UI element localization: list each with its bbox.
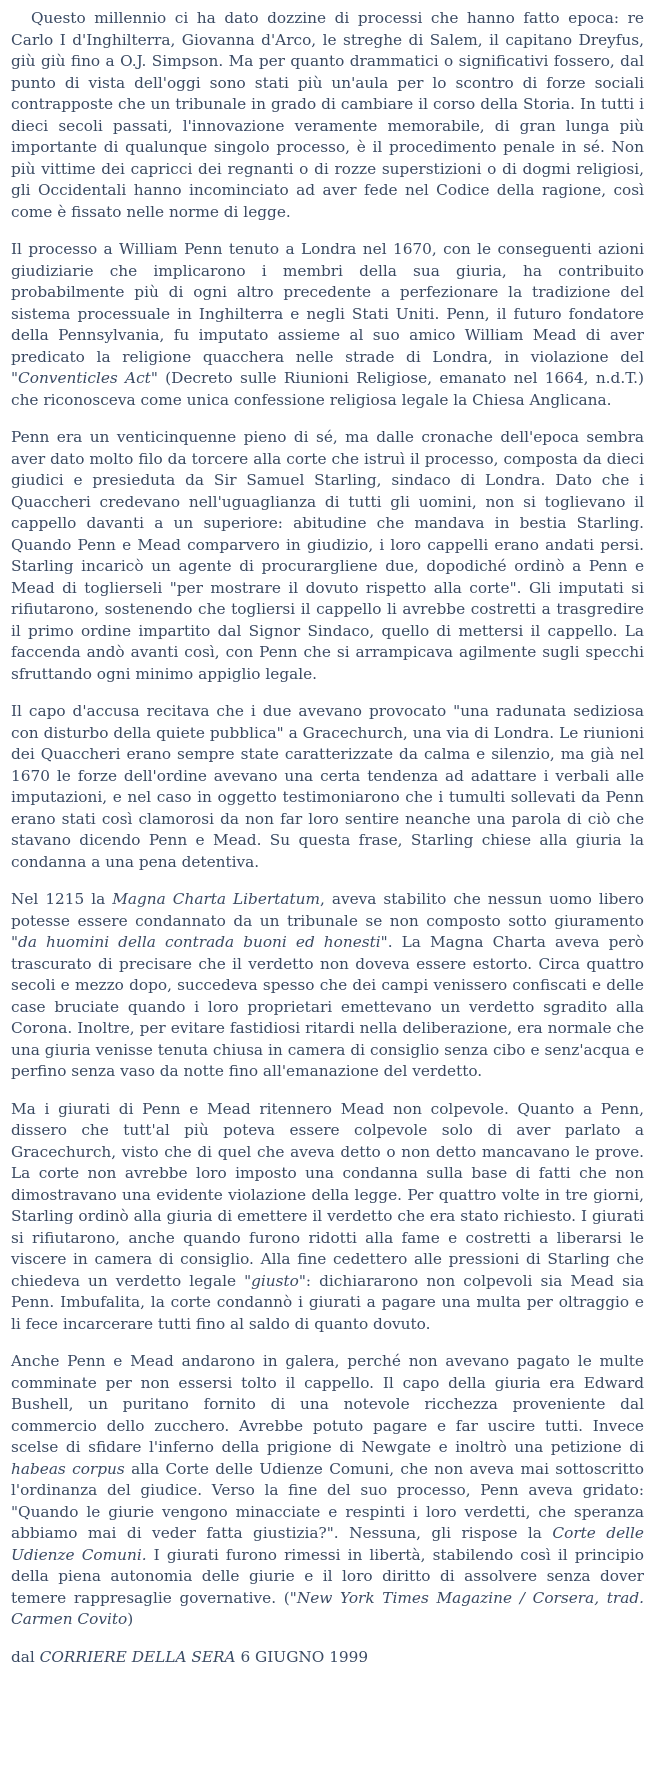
paragraph-text: Ma i giurati di Penn e Mead ritennero Mead non colpevole. Quanto a Penn, dissero che tutt'al più poteva essere colpevole solo di aver parlato a Gracechurch, visto che di quel che aveva detto o non detto mancavano le prove. La corte non avrebbe loro imposto una condanna sulla base di fatti che non dimostravano una evidente violazione della legge. Per quattro volte in tre giorni, Starling ordinò alla giuria di emettere il verdetto che era stato richiesto. I giurati si rifiutarono, anche quando furono ridotti alla fame e costretti a liberarsi le viscere in camera di consiglio. Alla fine cedettero alle pressioni di Starling che chiedeva un verdetto legale " [11,1099,644,1290]
paragraph-text: , aveva stabilito che nessun uomo libero potesse essere condannato da un tribunale se non composto sotto giuramento " [11,890,645,951]
paragraph-text: " (Decreto sulle Riunioni Religiose, emanato nel 1664, n.d.T.) che riconosceva come unica confessione religiosa legale la Chiesa Anglicana. [11,369,644,409]
article-paragraph [11,1351,644,1631]
paragraph-italic-text: New York Times Magazine / Corsera, trad. Carmen Covito [11,1588,644,1628]
paragraph-text: ) [127,1610,134,1628]
article-paragraph [11,427,644,685]
article-paragraph [11,889,644,1083]
article-paragraph [11,1099,644,1336]
source-prefix: dal [11,1647,40,1666]
article-paragraph [11,8,644,223]
paragraph-text: Penn era un venticinquenne pieno di sé, ma dalle cronache dell'epoca sembra aver dato molto filo da torcere alla corte che istruì il processo, composta da dieci giudici e presieduta da Sir Samuel Starling, sindaco di Londra. Dato che i Quaccheri credevano nell'uguaglianza di tutti gli uomini, non si toglievano il cappello davanti a un superiore: abitudine che mandava in bestia Starling. Quando Penn e Mead comparvero in giudizio, i loro cappelli erano andati persi. Starling incaricò un agente di procurargliene due, dopodiché ordinò a Penn e Mead di toglierseli "per mostrare il dovuto rispetto alla corte". Gli imputati si rifiutarono, sostenendo che togliersi il cappello li avrebbe costretti a trasgredire il primo ordine impartito dal Signor Sindaco, quello di mettersi il cappello. La faccenda andò avanti così, con Penn che si arrampicava agilmente sugli specchi sfruttando ogni minimo appiglio legale. [11,428,644,683]
paragraph-text: I giurati furono rimessi in libertà, stabilendo così il principio della piena autonomia delle giurie e il loro diritto di assolvere senza dover temere rappresaglie governative. (" [11,1545,644,1607]
paragraph-text: Nel 1215 la [11,890,113,908]
paragraph-text: ". La Magna Charta aveva però trascurato di precisare che il verdetto non doveva essere estorto. Circa quattro secoli e mezzo dopo, succedeva spesso che dei campi venissero confiscati e delle case bruciate quando i loro proprietari emettevano un verdetto sgradito alla Corona. Inoltre, per evitare fastidiosi ritardi nella deliberazione, era normale che una giuria venisse tenuta chiusa in camera di consiglio senza cibo e senz'acqua e perfino senza vaso da notte fino all'emanazione del verdetto. [11,933,644,1080]
paragraph-text: Anche Penn e Mead andarono in galera, perché non avevano pagato le multe comminate per non essersi tolto il cappello. Il capo della giuria era Edward Bushell, un puritano fornito di una notevole ricchezza proveniente dal commercio dello zucchero. Avrebbe potuto pagare e far uscire tutti. Invece scelse di sfidare l'inferno della prigione di Newgate e inoltrò una petizione di [11,1352,644,1456]
paragraph-text: ": dichiararono non colpevoli sia Mead sia Penn. Imbufalita, la corte condannò i giurati a pagare una multa per oltraggio e li fece incarcerare tutti fino al saldo di quanto dovuto. [11,1271,644,1333]
article-paragraph [11,701,644,873]
source-line [11,1647,644,1669]
paragraph-italic-text: Corte delle Udienze Comuni. [11,1524,644,1564]
paragraph-italic-text: Magna Charta Libertatum [112,890,320,908]
publication-date: 6 GIUGNO 1999 [235,1647,369,1666]
article-paragraph [11,239,644,411]
paragraph-text: Il capo d'accusa recitava che i due avevano provocato "una radunata sediziosa con disturbo della quiete pubblica" a Gracechurch, una via di Londra. Le riunioni dei Quaccheri erano sempre state caratterizzate da calma e silenzio, ma già nel 1670 le forze dell'ordine avevano una certa tendenza ad adattare i verbali alle imputazioni, e nel caso in oggetto testimoniarono che i tumulti sollevati da Penn erano stati così clamorosi da non far loro sentire neanche una parola di ciò che stavano dicendo Penn e Mead. Su questa frase, Starling chiese alla giuria la condanna a una pena detentiva. [11,702,644,871]
newspaper-name: CORRIERE DELLA SERA [39,1647,236,1666]
paragraph-text: Il processo a William Penn tenuto a Londra nel 1670, con le conseguenti azioni giudiziarie che implicarono i membri della sua giuria, ha contribuito probabilmente più di ogni altro precedente a perfezionare la tradizione del sistema processuale in Inghilterra e negli Stati Uniti. Penn, il futuro fondatore della Pennsylvania, fu imputato assieme al suo amico William Mead di aver predicato la religione quacchera nelle strade di Londra, in violazione del " [11,240,644,387]
paragraph-text: alla Corte delle Udienze Comuni, che non aveva mai sottoscritto l'ordinanza del giudice. Verso la fine del suo processo, Penn aveva gridato: "Quando le giurie vengono minacciate e respinti i loro verdetti, che speranza abbiamo mai di veder fatta giustizia?". Nessuna, gli rispose la [11,1459,645,1542]
paragraph-italic-text: giusto [251,1271,299,1290]
paragraph-text: Questo millennio ci ha dato dozzine di processi che hanno fatto epoca: re Carlo I d'Inghilterra, Giovanna d'Arco, le streghe di Salem, il capitano Dreyfus, giù giù fino a O.J. Simpson. Ma per quanto drammatici o significativi fossero, dal punto di vista dell'oggi sono stati più un'aula per lo scontro di forze sociali contrapposte che un tribunale in grado di cambiare il corso della Storia. In tutti i dieci secoli passati, l'innovazione veramente memorabile, di gran lunga più importante di qualunque singolo processo, è il procedimento penale in sé. Non più vittime dei capricci dei regnanti o di rozze superstizioni o di dogmi religiosi, gli Occidentali hanno incominciato ad aver fede nel Codice della ragione, così come è fissato nelle norme di legge. [11,9,644,221]
paragraph-italic-text: Conventicles Act [18,369,151,387]
paragraph-italic-text: habeas corpus [11,1459,125,1478]
paragraph-italic-text: da huomini della contrada buoni ed honesti [18,933,381,951]
